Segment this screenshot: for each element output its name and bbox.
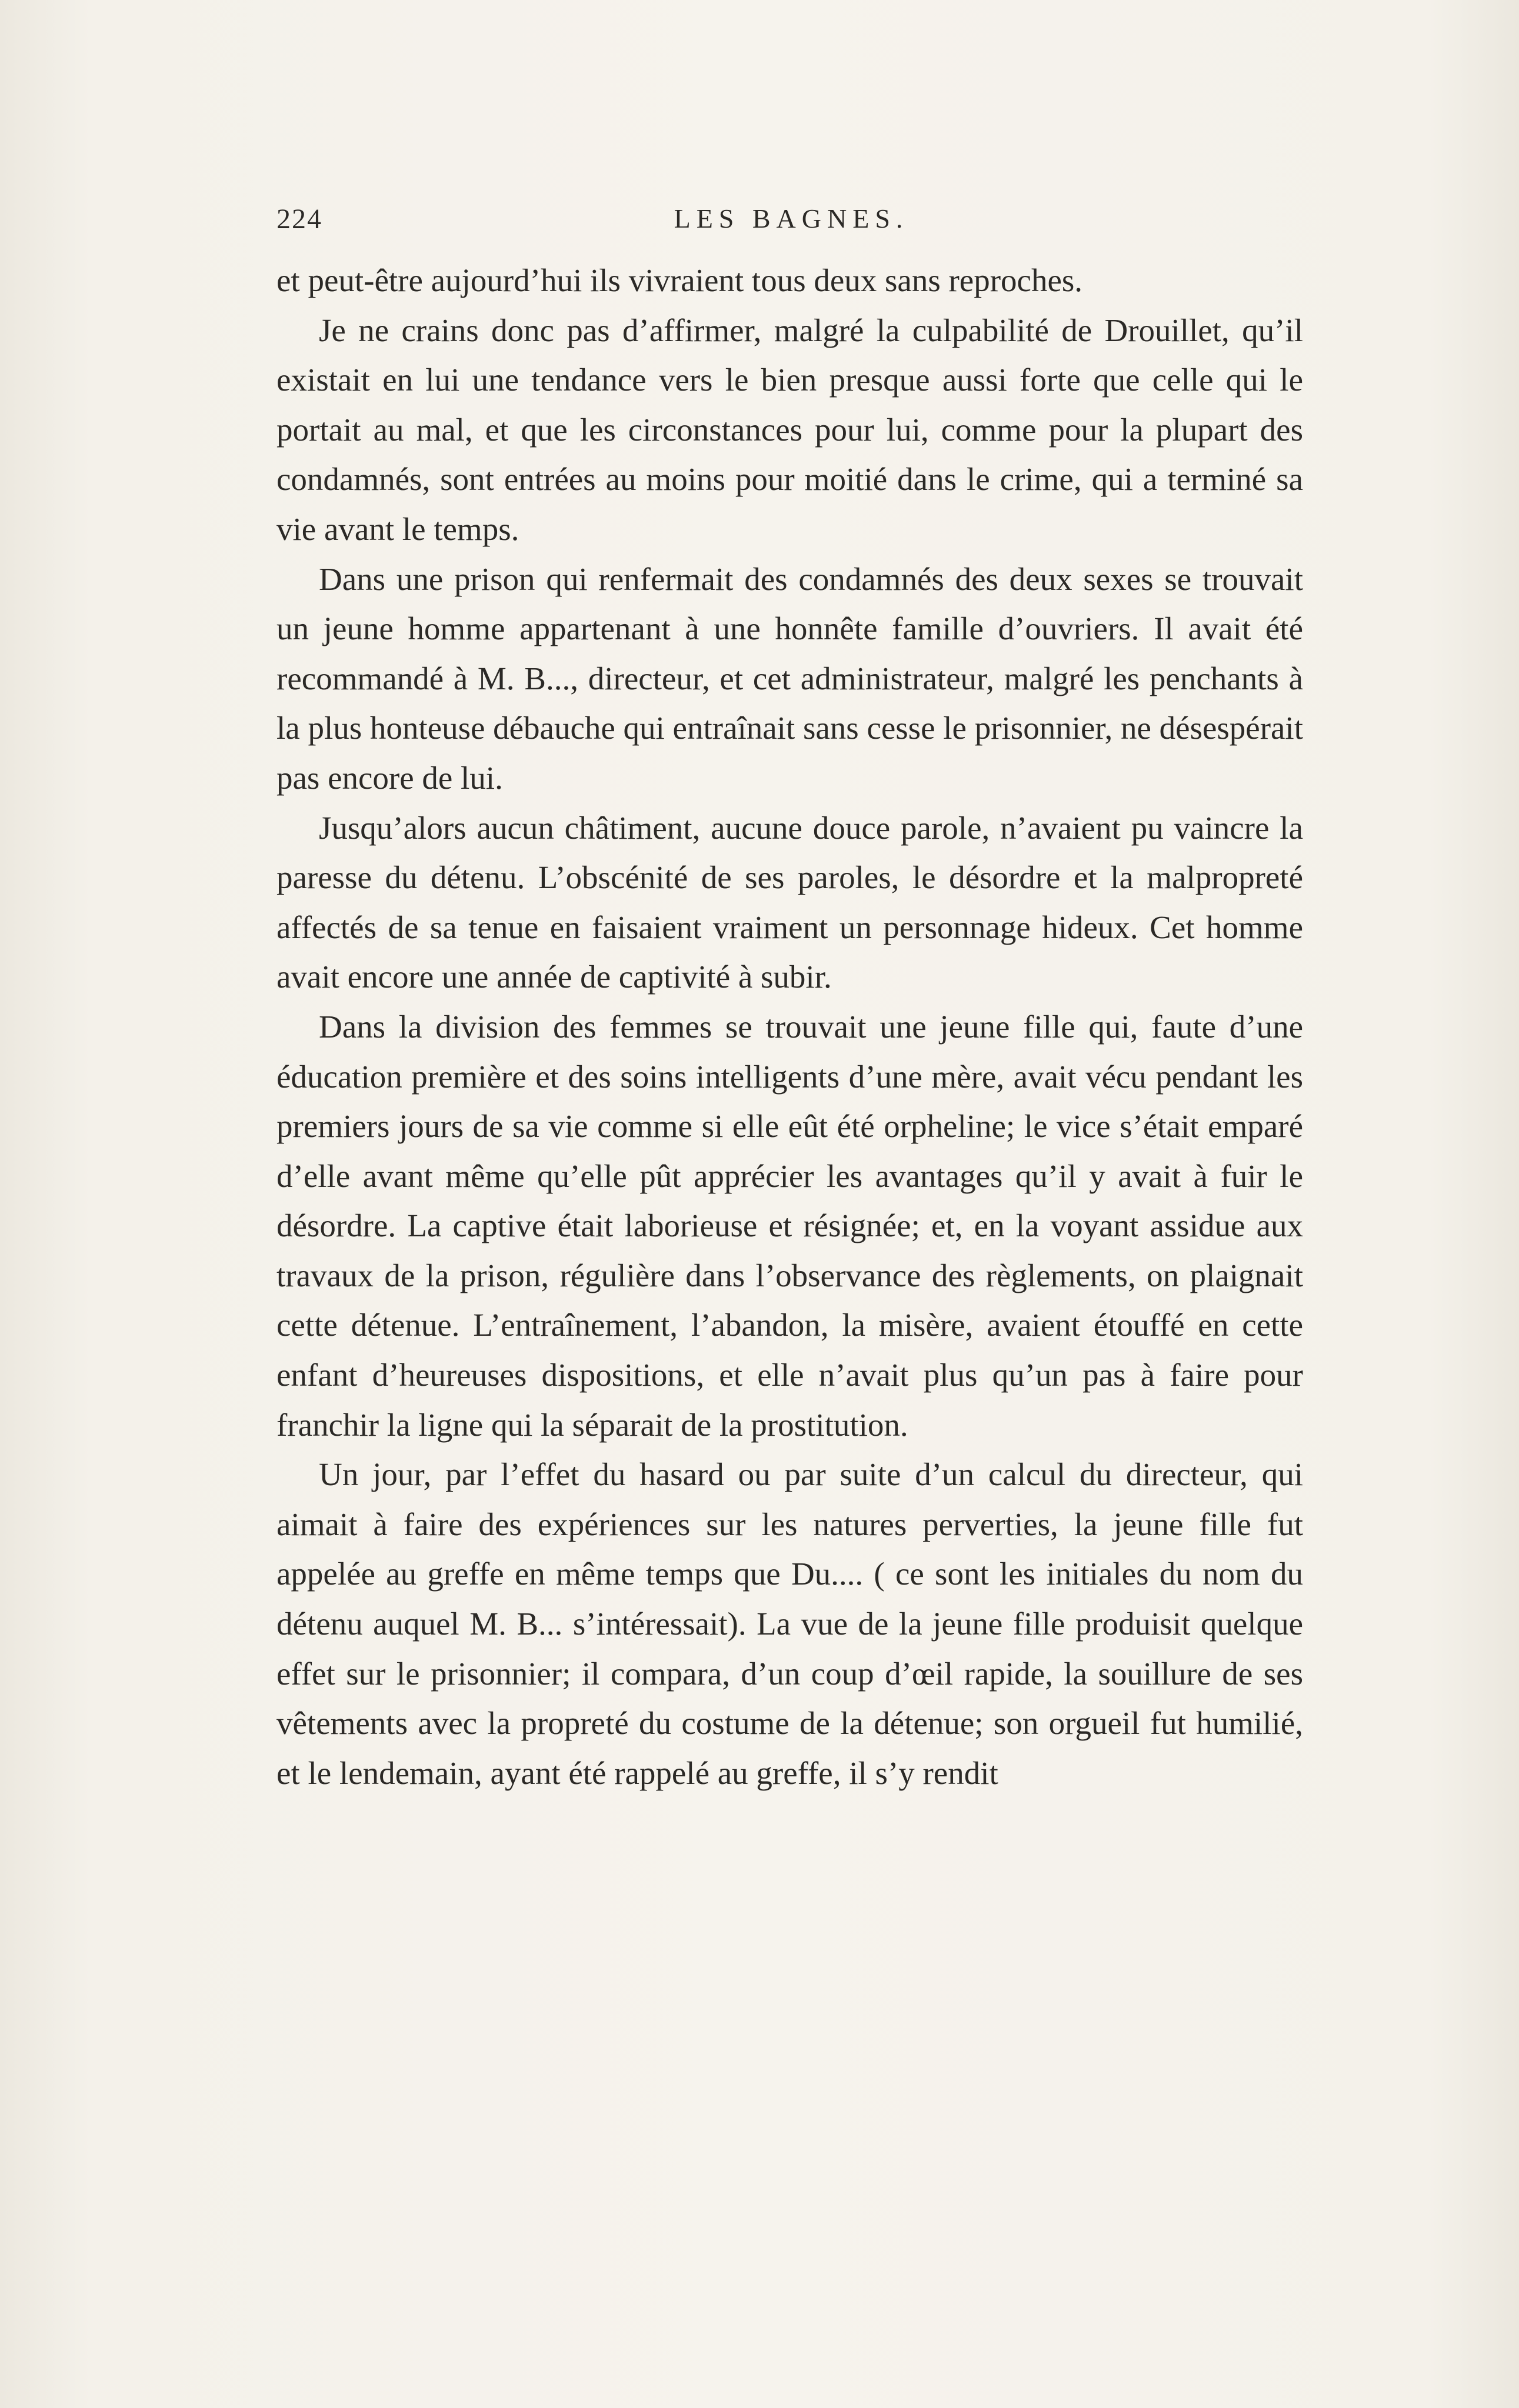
body-text	[277, 256, 1303, 1798]
page-header	[277, 203, 1306, 244]
paragraph: Je ne crains donc pas d’affirmer, malgré la culpabilité de Drouillet, qu’il existait en lui une tendance vers le bien presque aussi forte que celle qui le portait au mal, et que les circonstances pour lui, comme pour la plupart des condamnés, sont entrées au moins pour moitié dans le crime, qui a terminé sa vie avant le temps.	[277, 312, 1303, 547]
paragraph: Un jour, par l’effet du hasard ou par suite d’un calcul du directeur, qui aimait à faire des expériences sur les natures perverties, la jeune fille fut appelée au greffe en même temps que Du.... ( ce sont les initiales du nom du détenu auquel M. B... s’intéressait). La vue de la jeune fille produisit quelque effet sur le prisonnier; il compara, d’un coup d’œil rapide, la souillure de ses vêtements avec la propreté du costume de la détenue; son orgueil fut humilié, et le lendemain, ayant été rappelé au greffe, il s’y rendit	[277, 1456, 1303, 1791]
paragraph-continuation: et peut-être aujourd’hui ils vivraient tous deux sans reproches.	[277, 262, 1083, 298]
paragraph: Dans une prison qui renfermait des condamnés des deux sexes se trouvait un jeune homme appartenant à une honnête famille d’ouvriers. Il avait été recommandé à M. B..., directeur, et cet administrateur, malgré les penchants à la plus honteuse débauche qui entraînait sans cesse le prisonnier, ne désespérait pas encore de lui.	[277, 561, 1303, 796]
running-title: LES BAGNES.	[674, 204, 909, 234]
page-number: 224	[277, 204, 322, 235]
paragraph: Dans la division des femmes se trouvait une jeune fille qui, faute d’une éducation première et des soins intelligents d’une mère, avait vécu pendant les premiers jours de sa vie comme si elle eût été orpheline; le vice s’était emparé d’elle avant même qu’elle pût apprécier les avantages qu’il y avait à fuir le désordre. La captive était laborieuse et résignée; et, en la voyant assidue aux travaux de la prison, régulière dans l’observance des règlements, on plaignait cette détenue. L’entraînement, l’abandon, la misère, avaient étouffé en cette enfant d’heureuses dispositions, et elle n’avait plus qu’un pas à faire pour franchir la ligne qui la séparait de la prostitution.	[277, 1008, 1303, 1443]
paragraph: Jusqu’alors aucun châtiment, aucune douce parole, n’avaient pu vaincre la paresse du détenu. L’obscénité de ses paroles, le désordre et la malpropreté affectés de sa tenue en faisaient vraiment un personnage hideux. Cet homme avait encore une année de captivité à subir.	[277, 809, 1303, 995]
